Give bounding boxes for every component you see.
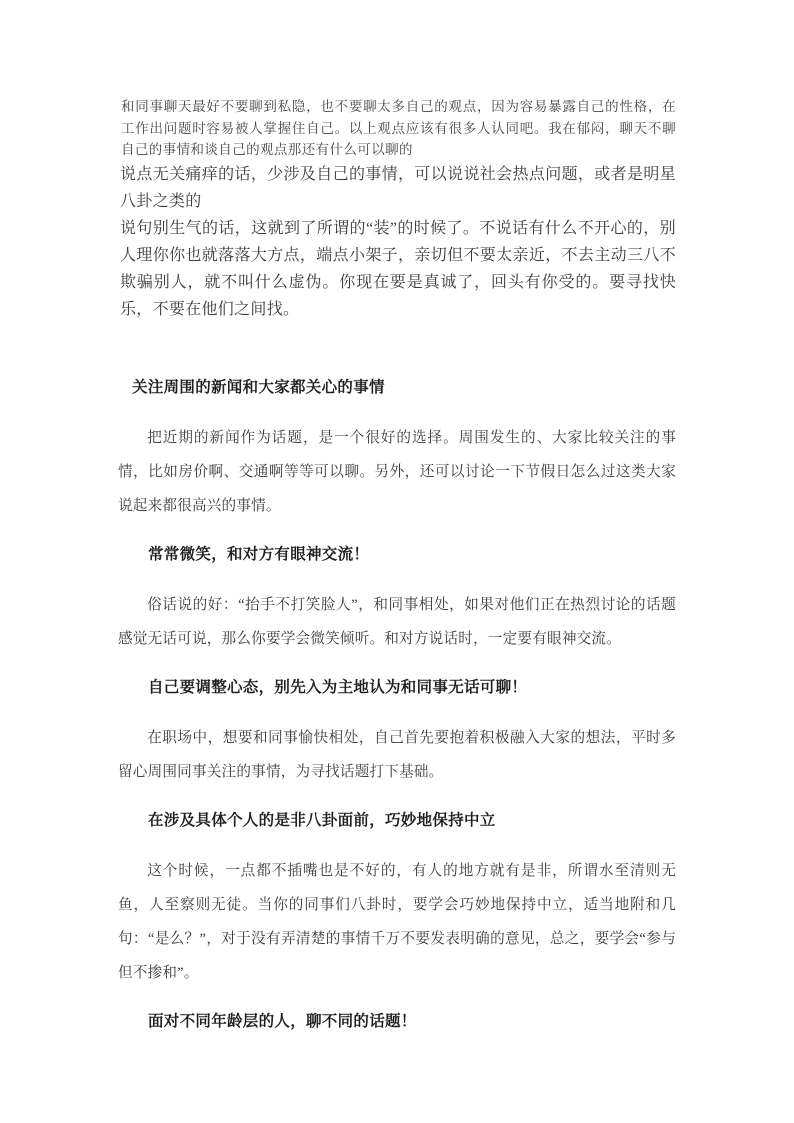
section-heading: 在涉及具体个人的是非八卦面前，巧妙地保持中立 — [148, 811, 496, 829]
section — [118, 1012, 676, 1032]
section-body: 在职场中，想要和同事愉快相处，自己首先要抱着积极融入大家的想法，平时多留心周围同事关注的事情，为寻找话题打下基础。 — [118, 729, 676, 780]
section — [118, 678, 676, 789]
section-body: 把近期的新闻作为话题，是一个很好的选择。周围发生的、大家比较关注的事情，比如房价啊、交通啊等等可以聊。另外，还可以讨论一下节假日怎么过这类大家说起来都很高兴的事情。 — [118, 429, 676, 514]
article-sections — [118, 378, 676, 1032]
section — [118, 545, 676, 656]
section-heading: 面对不同年龄层的人，聊不同的话题！ — [148, 1012, 417, 1030]
intro-large-text-block — [118, 161, 676, 323]
section — [118, 378, 676, 523]
section-heading: 关注周围的新闻和大家都关心的事情 — [132, 378, 385, 396]
section-heading: 常常微笑，和对方有眼神交流！ — [148, 545, 370, 563]
intro-paragraph-small: 和同事聊天最好不要聊到私隐，也不要聊太多自己的观点，因为容易暴露自己的性格，在工作出问题时容易被人掌握住自己。以上观点应该有很多人认同吧。我在郁闷，聊天不聊自己的事情和谈自己的观点那还有什么可以聊的 — [121, 99, 676, 157]
intro-paragraph-large-1: 说点无关痛痒的话，少涉及自己的事情，可以说说社会热点问题，或者是明星八卦之类的 — [120, 165, 676, 210]
section-heading: 自己要调整心态，别先入为主地认为和同事无话可聊！ — [148, 678, 528, 696]
section-body: 这个时候，一点都不插嘴也是不好的，有人的地方就有是非，所谓水至清则无鱼，人至察则无徒。当你的同事们八卦时，要学会巧妙地保持中立，适当地附和几句：“是么？”，对于没有弄清楚的事情千万不要发表明确的意见，总之，要学会“参与但不掺和”。 — [118, 862, 676, 981]
section-body: 俗话说的好：“抬手不打笑脸人”，和同事相处，如果对他们正在热烈讨论的话题感觉无话可说，那么你要学会微笑倾听。和对方说话时，一定要有眼神交流。 — [118, 596, 676, 647]
section — [118, 811, 676, 990]
intro-paragraph-large-2: 说句别生气的话，这就到了所谓的“装”的时候了。不说话有什么不开心的，别人理你你也就落落大方点，端点小架子，亲切但不要太亲近，不去主动三八不欺骗别人，就不叫什么虚伪。你现在要是真诚了，回头有你受的。要寻找快乐，不要在他们之间找。 — [120, 219, 676, 318]
